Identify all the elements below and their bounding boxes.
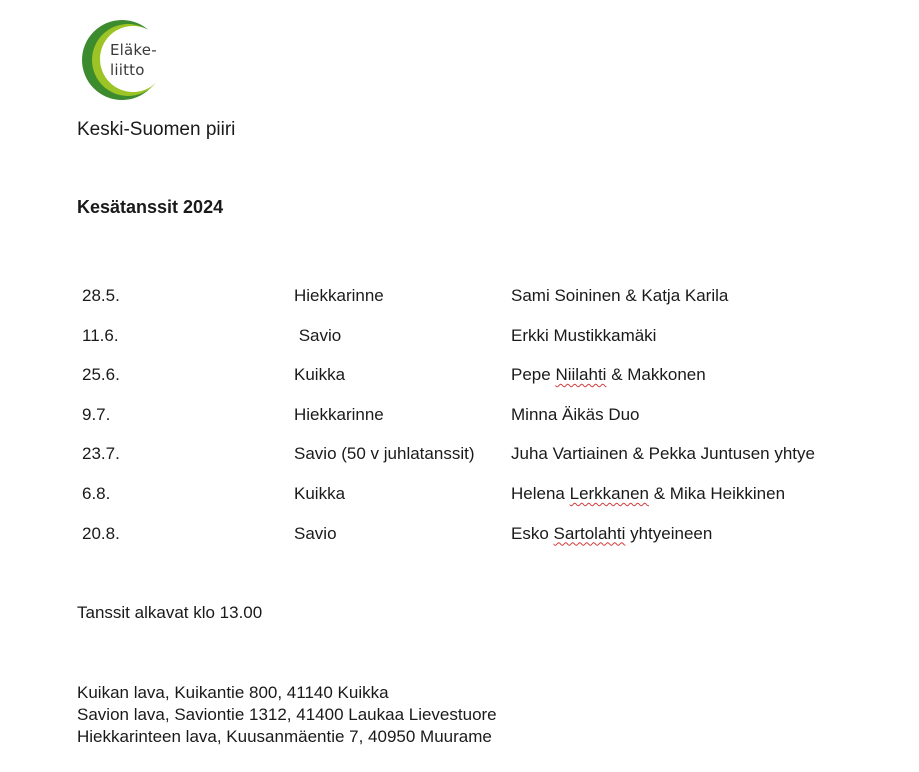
logo-swoosh-icon — [80, 18, 172, 102]
schedule-date: 6.8. — [82, 483, 111, 503]
schedule-band — [511, 523, 712, 545]
address-line-kuikka: Kuikan lava, Kuikantie 800, 41140 Kuikka — [77, 683, 389, 702]
schedule-row — [0, 483, 919, 523]
address-line-savio: Savion lava, Saviontie 1312, 41400 Laukaa Lievestuore — [77, 705, 497, 724]
schedule-date: 28.5. — [82, 286, 120, 305]
band-name-part: & Makkonen — [606, 365, 706, 385]
schedule-place: Hiekkarinne — [294, 404, 384, 424]
schedule-place: Kuikka — [294, 365, 346, 385]
dance-schedule — [0, 285, 919, 562]
address-line-hiekkarinne: Hiekkarinteen lava, Kuusanmäentie 7, 40950 Muurame — [77, 727, 492, 746]
document-title: Kesätanssit 2024 — [77, 197, 224, 217]
schedule-band — [511, 443, 815, 465]
schedule-place: Savio — [294, 325, 342, 345]
band-name-part: & Mika Heikkinen — [649, 483, 786, 503]
schedule-band — [511, 285, 728, 307]
schedule-band — [511, 404, 640, 426]
band-name-part: Sami Soininen & Katja Karila — [511, 286, 729, 305]
venue-addresses — [77, 682, 497, 748]
schedule-band — [511, 364, 706, 386]
schedule-row — [0, 325, 919, 365]
elakeliitto-logo — [80, 18, 172, 102]
band-name-part: Lerkkanen — [569, 483, 649, 503]
band-name-part: Erkki Mustikkamäki — [511, 325, 657, 345]
band-name-part: Esko — [511, 523, 554, 543]
schedule-band — [511, 483, 785, 505]
schedule-place: Savio — [294, 523, 337, 543]
band-name-part: Helena — [511, 483, 570, 503]
schedule-date: 23.7. — [82, 444, 120, 464]
schedule-row — [0, 285, 919, 325]
schedule-row — [0, 364, 919, 404]
schedule-place: Kuikka — [294, 483, 346, 503]
band-name-part: Juha Vartiainen & Pekka Juntusen yhtye — [511, 444, 815, 464]
schedule-place: Hiekkarinne — [294, 286, 384, 305]
schedule-date: 20.8. — [82, 523, 120, 543]
start-time-note: Tanssit alkavat klo 13.00 — [77, 603, 263, 622]
band-name-part: yhtyeineen — [625, 523, 713, 543]
schedule-date: 11.6. — [82, 325, 119, 345]
band-name-part: Pepe — [511, 365, 556, 385]
schedule-date: 9.7. — [82, 404, 111, 424]
band-name-part: Sartolahti — [553, 523, 626, 543]
logo-text-line1: Eläke- — [110, 41, 157, 59]
district-name: Keski-Suomen piiri — [77, 119, 236, 140]
schedule-band — [511, 325, 656, 347]
schedule-place: Savio (50 v juhlatanssit) — [294, 444, 475, 464]
schedule-row — [0, 443, 919, 483]
band-name-part: Niilahti — [555, 365, 607, 385]
schedule-row — [0, 523, 919, 563]
band-name-part: Minna Äikäs Duo — [511, 404, 640, 424]
logo-text-line2: liitto — [110, 61, 145, 79]
schedule-date: 25.6. — [82, 365, 120, 385]
schedule-row — [0, 404, 919, 444]
